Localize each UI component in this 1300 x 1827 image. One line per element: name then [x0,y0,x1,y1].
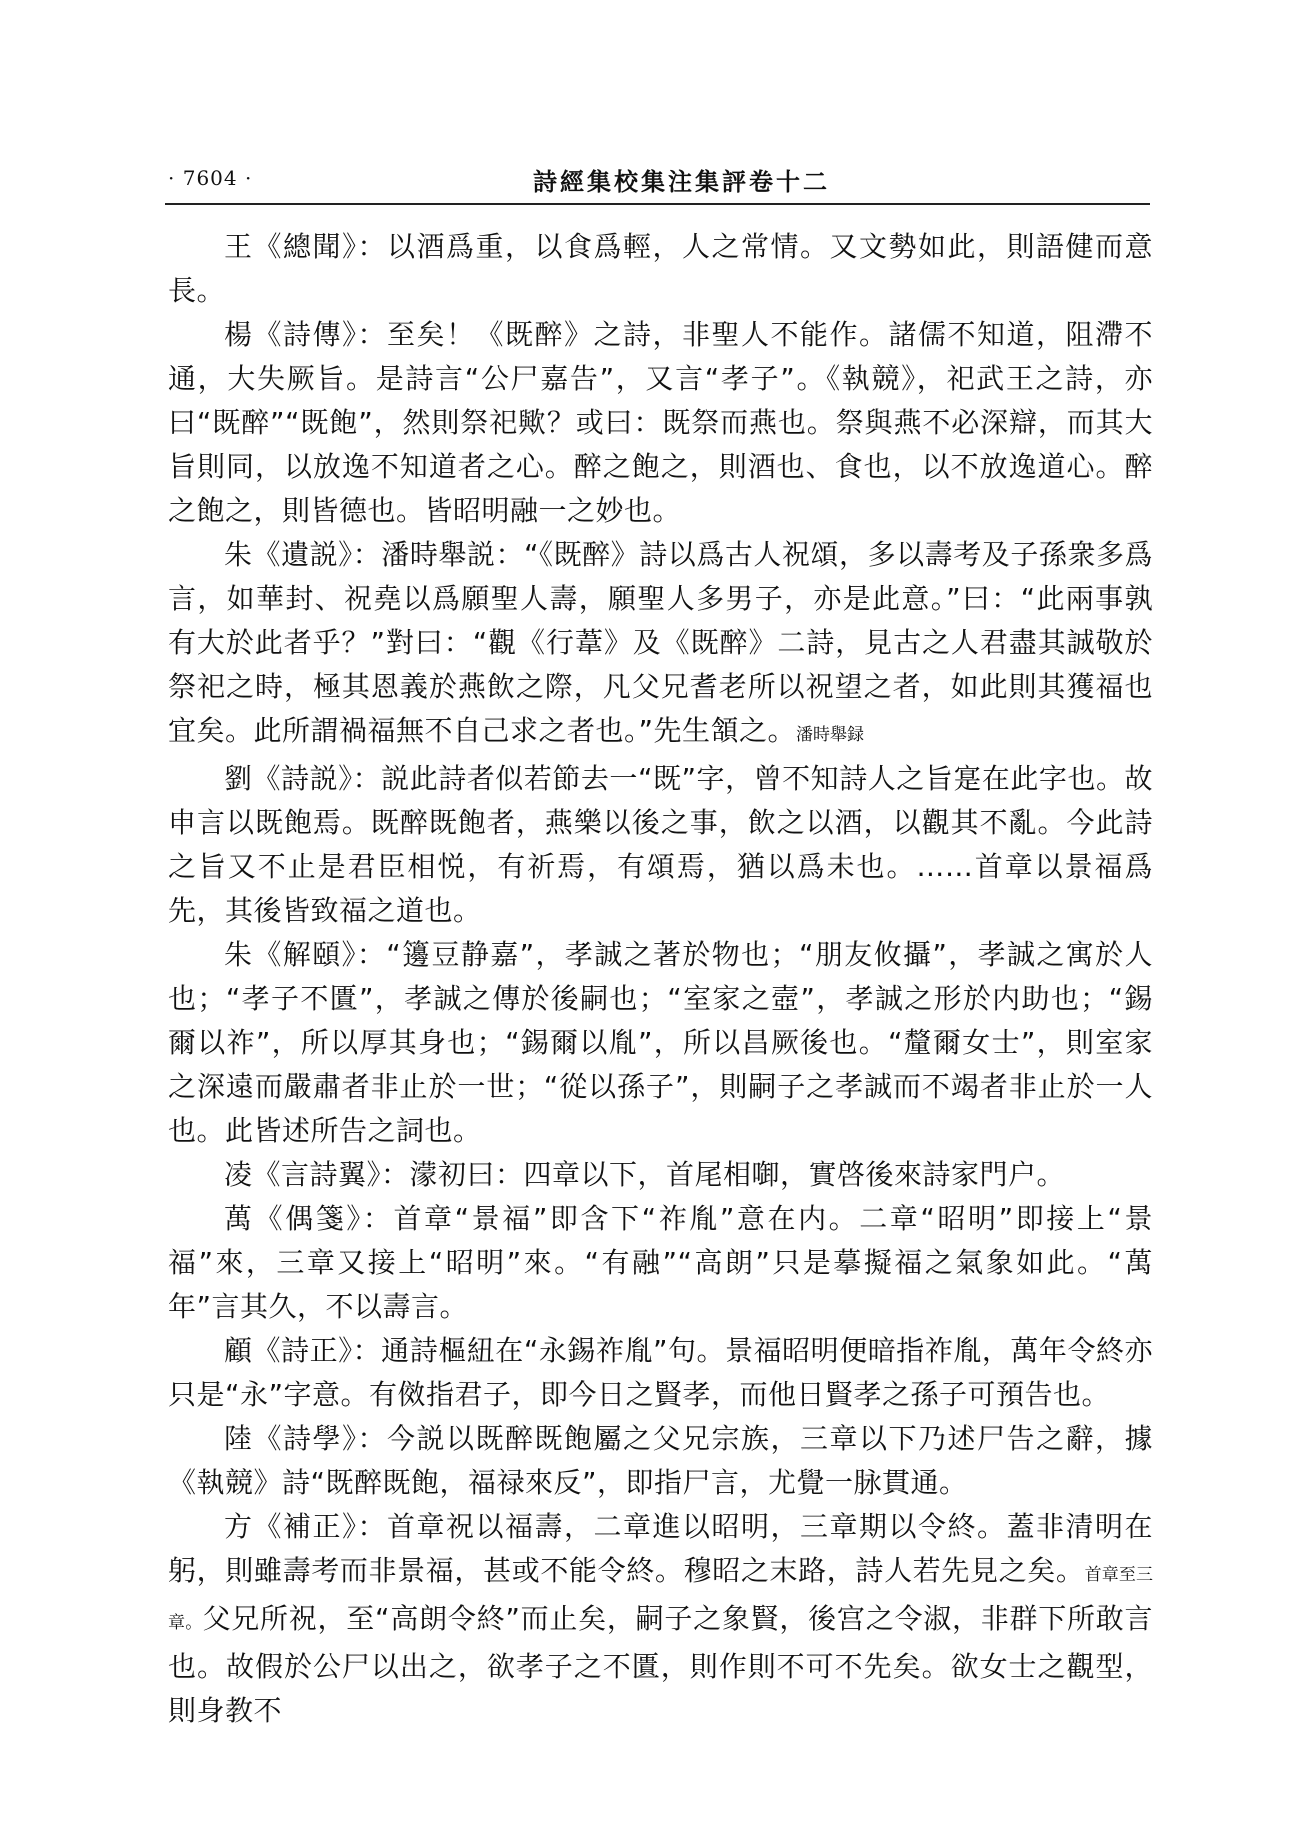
paragraph-text: 顧《詩正》：通詩樞紐在“永錫祚胤”句。景福昭明便暗指祚胤，萬年令終亦只是“永”字意。有傚指君子，即今日之賢孝，而他日賢孝之孫子可預告也。 [168,1334,1153,1411]
paragraph-text: 朱《解頤》：“籩豆静嘉”，孝誠之著於物也；“朋友攸攝”，孝誠之寓於人也；“孝子不匱”，孝誠之傳於後嗣也；“室家之壼”，孝誠之形於内助也；“錫爾以祚”，所以厚其身也；“錫爾以胤”，所以昌厥後也。“釐爾女士”，則室家之深遠而嚴肅者非止於一世；“從以孫子”，則嗣子之孝誠而不竭者非止於一人也。此皆述所告之詞也。 [168,938,1153,1147]
paragraph-fang-buzheng [168,1505,1153,1733]
header-rule [165,203,1150,205]
paragraph-text: 劉《詩説》：説此詩者似若節去一“既”字，曾不知詩人之旨寔在此字也。故申言以既飽焉。既醉既飽者，燕樂以後之事，飲之以酒，以觀其不亂。今此詩之旨又不止是君臣相悦，有祈焉，有頌焉，猶以爲未也。……首章以景福爲先，其後皆致福之道也。 [168,762,1153,927]
inline-note: 潘時舉録 [796,725,865,745]
paragraph-text: 凌《言詩翼》：濛初曰：四章以下，首尾相啣，實啓後來詩家門户。 [224,1158,1066,1191]
paragraph-gu-shizheng [168,1329,1153,1417]
paragraph-text: 楊《詩傳》：至矣！《既醉》之詩，非聖人不能作。諸儒不知道，阻滯不通，大失厥旨。是詩言“公尸嘉告”，又言“孝子”。《執競》，祀武王之詩，亦曰“既醉”“既飽”，然則祭祀歟？或曰：既祭而燕也。祭與燕不必深辯，而其大旨則同，以放逸不知道者之心。醉之飽之，則酒也、食也，以不放逸道心。醉之飽之，則皆德也。皆昭明融一之妙也。 [168,318,1153,527]
paragraph-text: 陸《詩學》：今説以既醉既飽屬之父兄宗族，三章以下乃述尸告之辭，據《執競》詩“既醉既飽，福禄來反”，即指尸言，尤覺一脉貫通。 [168,1422,1153,1499]
paragraph-text: 方《補正》：首章祝以福壽，二章進以昭明，三章期以令終。蓋非清明在躬，則雖壽考而非景福，甚或不能令終。穆昭之末路，詩人若先見之矣。 [168,1510,1153,1587]
paragraph-wan-oujian [168,1197,1153,1329]
inline-note: 首章至三章。 [168,1565,1153,1633]
page-header [168,160,1148,200]
paragraph-text: 朱《遺説》：潘時舉説：“《既醉》詩以爲古人祝頌，多以壽考及子孫衆多爲言，如華封、祝堯以爲願聖人壽，願聖人多男子，亦是此意。”曰：“此兩事孰有大於此者乎？”對曰：“觀《行葦》及《既醉》二詩，見古之人君盡其誠敬於祭祀之時，極其恩義於燕飲之際，凡父兄耆老所以祝望之者，如此則其獲福也宜矣。此所謂禍福無不自己求之者也。”先生頷之。 [168,538,1153,747]
paragraph-zhu-jieyi [168,933,1153,1153]
paragraph-text: 王《總聞》：以酒爲重，以食爲輕，人之常情。又文勢如此，則語健而意長。 [168,230,1153,307]
running-title: 詩經集校集注集評卷十二 [533,168,830,196]
paragraph-liu-shishuo [168,757,1153,933]
paragraph-text: 萬《偶箋》：首章“景福”即含下“祚胤”意在内。二章“昭明”即接上“景福”來，三章又接上“昭明”來。“有融”“高朗”只是摹擬福之氣象如此。“萬年”言其久，不以壽言。 [168,1202,1153,1323]
paragraph-yang-shizhuan [168,313,1153,533]
paragraph-zhu-yishuo [168,533,1153,757]
paragraph-ling-yanshiyi [168,1153,1153,1197]
paragraph-text-continued: 父兄所祝，至“高朗令終”而止矣，嗣子之象賢，後宫之令淑，非群下所敢言也。故假於公尸以出之，欲孝子之不匱，則作則不可不先矣。欲女士之觀型，則身教不 [168,1602,1154,1727]
paragraph-wang-zongwen [168,225,1153,313]
body-text [168,225,1153,1733]
page-number: · 7604 · [168,166,253,190]
paragraph-lu-shixue [168,1417,1153,1505]
